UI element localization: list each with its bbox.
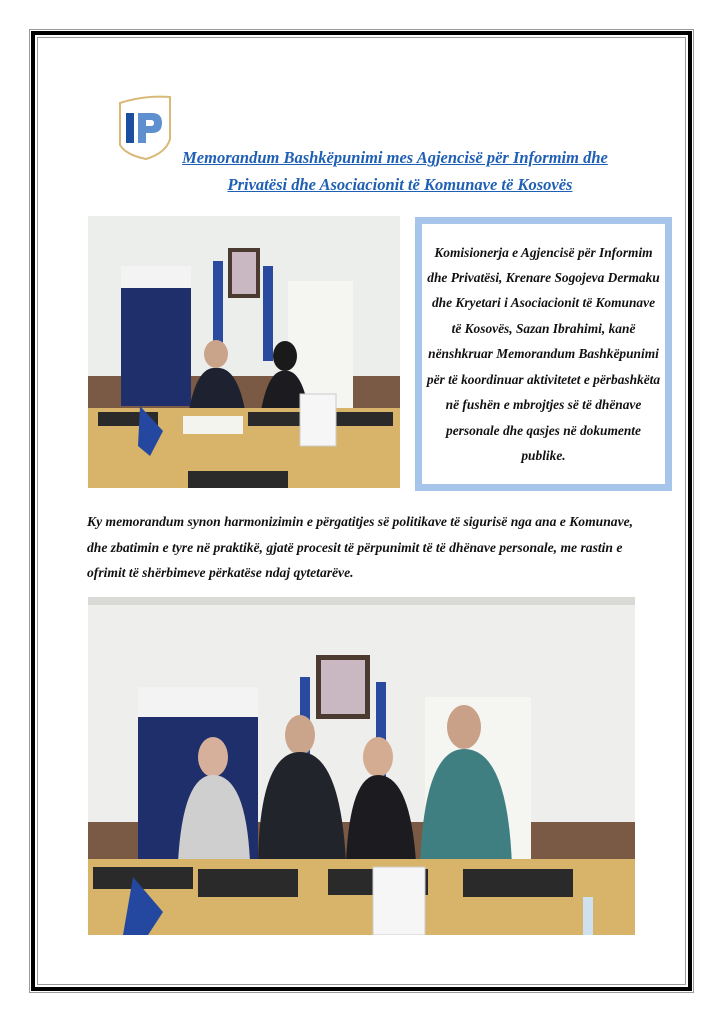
title-line-1: Memorandum Bashkëpunimi mes Agjencisë për Informim dhe <box>182 148 608 167</box>
body-paragraph: Ky memorandum synon harmonizimin e përgatitjes së politikave të sigurisë nga ana e Komunave, dhe zbatimin e tyre në praktikë, gjatë procesit të përpunimit të të dhënave personale, me rastin e ofrimit të shërbimeve përkatëse ndaj qytetarëve. <box>87 514 634 580</box>
title-line-2: Privatësi dhe Asociacionit të Komunave të Kosovës <box>227 175 573 194</box>
group-photo <box>88 597 635 935</box>
logo-letter-i <box>126 113 134 143</box>
signing-ceremony-photo <box>88 216 400 488</box>
caption-box <box>415 217 672 491</box>
caption-text: Komisionerja e Agjencisë për Informim dhe Privatësi, Krenare Sogojeva Dermaku dhe Kryetari i Asociacionit të Komunave të Kosovës, Sazan Ibrahimi, kanë nënshkruar Memorandum Bashkëpunimi për të koordinuar aktivitetet e përbashkëta në fushën e mbrojtjes së të dhënave personale dhe qasjes në dokumente publike. <box>426 244 661 463</box>
page-title <box>120 144 670 198</box>
